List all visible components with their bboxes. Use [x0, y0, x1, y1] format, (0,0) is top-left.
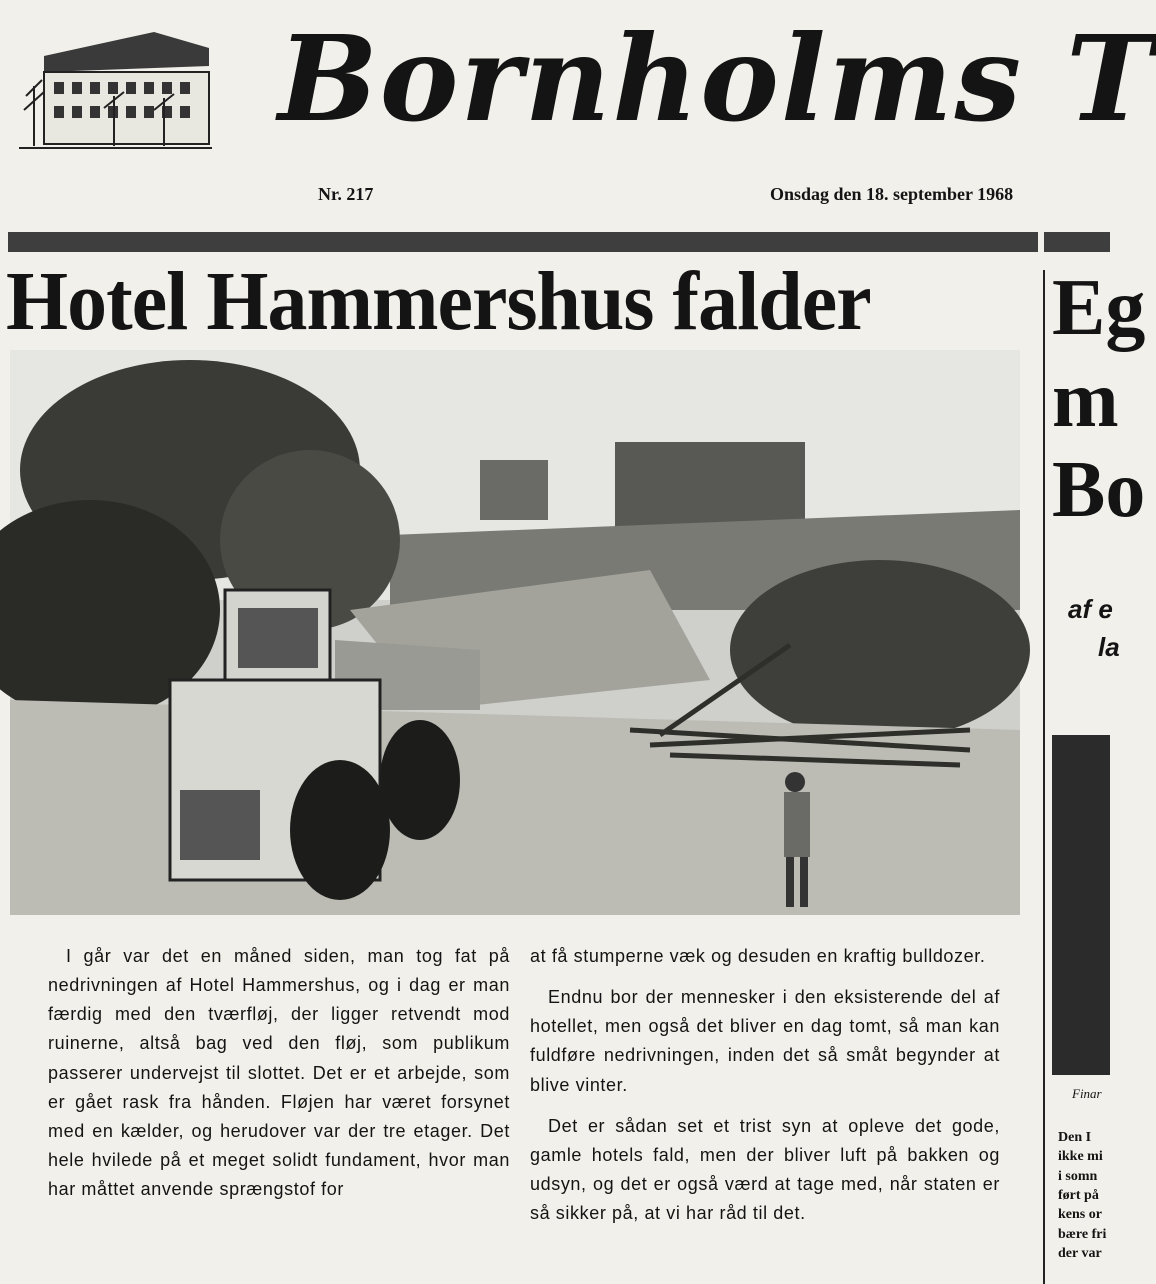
article-body-left-column: [48, 942, 510, 1204]
adjacent-article-text: [1058, 1128, 1118, 1263]
adjacent-subheadline: la: [1098, 632, 1120, 662]
masthead-building-illustration: [14, 26, 214, 156]
masthead-title: Bornholms T: [278, 9, 1156, 148]
issue-number: Nr. 217: [318, 184, 374, 204]
adjacent-photo-caption: Finar: [1072, 1086, 1102, 1101]
adjacent-headline-line: Bo: [1052, 446, 1146, 534]
text-line: bære fri: [1058, 1226, 1107, 1242]
text-line: der var: [1058, 1245, 1102, 1261]
article-body-middle-column: [530, 942, 1000, 1228]
article-photo: [10, 350, 1020, 915]
paragraph: Det er sådan set et trist syn at opleve det gode, gamle hotels fald, men der bliver luft på bakken og udsyn, og det er også værd at tage med, når staten er så sikker på, at vi har råd til det.: [530, 1115, 1000, 1224]
paragraph: at få stumperne væk og desuden en kraftig bulldozer.: [530, 946, 986, 966]
text-line: Den I: [1058, 1130, 1092, 1145]
adjacent-headline-line: Eg: [1052, 264, 1146, 352]
rule-gap: [1038, 232, 1044, 252]
text-line: ført på: [1058, 1187, 1099, 1203]
paragraph: Endnu bor der mennesker i den eksisterende del af hotellet, men også det bliver en dag tomt, så man kan fuldføre nedrivningen, inden det så småt begynder at blive vinter.: [530, 987, 1000, 1095]
issue-date: Onsdag den 18. september 1968: [770, 184, 1014, 204]
masthead-rule: [8, 232, 1110, 252]
article-headline: Hotel Hammershus falder: [6, 255, 871, 348]
adjacent-portrait-photo: [1052, 735, 1110, 1075]
column-divider: [1043, 270, 1045, 1284]
text-line: i somn: [1058, 1168, 1098, 1184]
adjacent-subheadline: af e: [1068, 594, 1113, 624]
text-line: kens or: [1058, 1207, 1102, 1223]
text-line: ikke mi: [1058, 1149, 1103, 1165]
adjacent-headline-line: m: [1052, 356, 1119, 444]
paragraph: I går var det en måned siden, man tog fat på nedrivningen af Hotel Hammershus, og i dag er man færdig med den tværfløj, der ligger retvendt mod ruinerne, altså bag ved den fløj, som publikum passerer undervejst til slottet. Det er et arbejde, som er gået rask fra hånden. Fløjen har været forsynet med en kælder, og herudover var der tre etager. Det hele hvilede på et meget solidt fundament, hvor man har måttet anvende sprængstof for: [48, 946, 510, 1200]
